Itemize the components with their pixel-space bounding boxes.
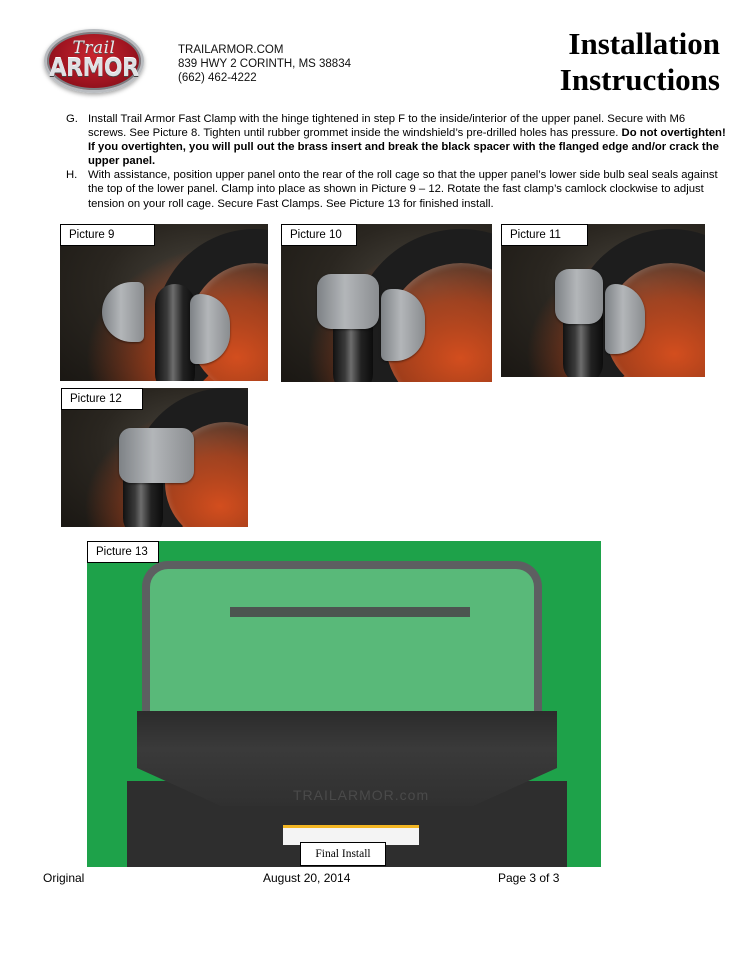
logo-text-trail: Trail	[72, 38, 116, 58]
picture-label: Picture 9	[60, 224, 155, 246]
company-address: 839 HWY 2 CORINTH, MS 38834	[178, 58, 351, 70]
picture-label: Picture 10	[281, 224, 357, 246]
step-g	[66, 112, 726, 168]
company-phone: (662) 462-4222	[178, 72, 257, 84]
step-h	[66, 168, 726, 210]
trail-armor-logo	[44, 29, 144, 93]
panel-branding-text: TRAILARMOR.com	[293, 787, 430, 803]
closed-clamp-ring	[119, 428, 194, 483]
document-title	[560, 26, 720, 98]
final-install-caption: Final Install	[300, 842, 386, 866]
step-letter: G.	[66, 113, 78, 125]
footer-revision: Original	[43, 871, 85, 885]
step-text: With assistance, position upper panel onto the rear of the roll cage so that the upper panel’s lower side bulb seal seals against the top of the lower panel. Clamp into place as shown in Picture 9 – 12. Rotate the fast clamp’s camlock clockwise to adjust tension on your roll cage. Secure Fast Clamps. See Picture 13 for finished install.	[88, 169, 718, 210]
upper-windshield-panel	[142, 561, 542, 721]
picture-label: Picture 11	[501, 224, 588, 246]
roll-cage-crossbar	[230, 607, 470, 617]
step-letter: H.	[66, 169, 78, 182]
step-warning-text: Do not overtighten! If you overtighten, you will pull out the brass insert and break the black spacer with the flanged edge and/or crack the upper panel.	[88, 127, 726, 168]
step-text	[88, 112, 726, 168]
picture-13-photo	[87, 541, 601, 867]
footer-date: August 20, 2014	[263, 871, 351, 885]
company-contact-block	[178, 43, 351, 85]
title-line-2: Instructions	[559, 62, 720, 97]
picture-label: Picture 13	[87, 541, 159, 563]
logo-text-armor: ARMOR	[49, 54, 139, 83]
picture-11-photo	[501, 224, 705, 377]
picture-12-photo	[61, 388, 248, 527]
closed-clamp-ring	[317, 274, 379, 329]
picture-label: Picture 12	[61, 388, 143, 410]
picture-9-photo	[60, 224, 268, 381]
title-line-1: Installation	[568, 26, 720, 61]
open-clamp-half	[102, 282, 144, 342]
footer-page-number: Page 3 of 3	[498, 871, 560, 885]
closed-clamp-ring	[555, 269, 603, 324]
company-website: TRAILARMOR.COM	[178, 44, 284, 56]
instruction-steps	[66, 112, 726, 211]
step-text-normal: Install Trail Armor Fast Clamp with the hinge tightened in step F to the inside/interior of the upper panel. Secure with M6 screws. See Picture 8. Tighten until rubber grommet inside the windshield’s pre-drilled holes has pressure.	[88, 113, 686, 140]
picture-10-photo	[281, 224, 492, 382]
roll-cage-pipe-vertical	[155, 284, 195, 381]
